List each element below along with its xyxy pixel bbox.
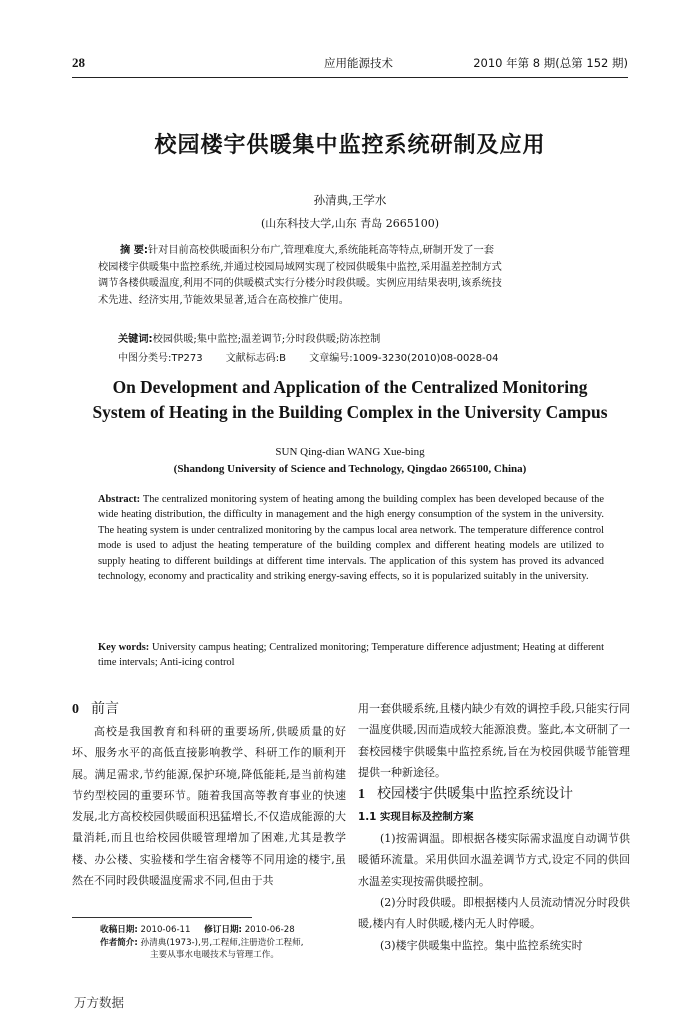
author-bio-cont: 主要从事水电暖技术与管理工作。 <box>150 950 279 961</box>
section-heading <box>358 783 630 806</box>
abstract-english <box>98 492 604 584</box>
page-header <box>72 55 628 75</box>
keywords-english-text: University campus heating; Centralized monitoring; Temperature difference adjustment; Heating at different time intervals; Anti-icing control <box>98 642 604 669</box>
authors-english: SUN Qing-dian WANG Xue-bing <box>275 446 425 458</box>
footnote <box>100 924 350 962</box>
keywords-english <box>98 640 604 671</box>
document-code: 文献标志码:B <box>225 353 287 364</box>
subsection-heading: 1.1 实现目标及控制方案 <box>358 811 474 824</box>
affiliation-english: (Shandong University of Science and Technology, Qingdao 2665100, China) <box>173 463 527 475</box>
author-bio: 孙清典(1973-),男,工程师,注册造价工程师, <box>140 937 304 948</box>
abstract-chinese-line: 术先进、经济实用,节能效果显著,适合在高校推广使用。 <box>98 295 349 307</box>
author-bio-label: 作者简介: <box>100 937 138 948</box>
classification-line <box>118 349 608 364</box>
keywords-chinese-label: 关键词: <box>118 334 153 345</box>
clc-number: 中图分类号:TP273 <box>118 353 203 364</box>
body-paragraph: (3)楼宇供暖集中监控。集中监控系统实时 <box>380 938 583 952</box>
affiliation-chinese: (山东科技大学,山东 青岛 2665100) <box>260 217 440 230</box>
received-label: 收稿日期: <box>100 925 138 935</box>
received-date: 2010-06-11 <box>140 925 191 935</box>
section-number: 0 <box>72 702 79 717</box>
abstract-english-label: Abstract: <box>98 494 141 505</box>
abstract-chinese-line: 校园楼宇供暖集中监控系统,并通过校园局域网实现了校园供暖集中监控,采用温差控制方式 <box>98 261 502 273</box>
footnote-rule <box>72 917 252 918</box>
abstract-english-text: The centralized monitoring system of heating among the building complex has been developed because of the wide heating distribution, the difficulty in management and the high energy consumption of the system in the university. The heating system is under centralized monitoring by the campus local area network. The temperature difference control mode is used to adjust the heating temperature of the building complex and different heating models are utilized to supply heating to different buildings at different time intervals. The application of this system has proved its advanced technology, economy and practicality and striking energy-saving effects, so it is popularized suitably in the university. <box>98 494 604 583</box>
keywords-chinese-text: 校园供暖;集中监控;温差调节;分时段供暖;防冻控制 <box>152 334 381 345</box>
section-number: 1 <box>358 787 365 803</box>
section-title: 前言 <box>91 701 119 717</box>
section-title: 校园楼宇供暖集中监控系统设计 <box>377 786 573 803</box>
body-column-right <box>358 698 630 956</box>
journal-name: 应用能源技术 <box>324 56 393 70</box>
title-chinese: 校园楼宇供暖集中监控系统研制及应用 <box>154 133 546 158</box>
body-paragraph: 用一套供暖系统,且楼内缺少有效的调控手段,只能实行同一温度供暖,因而造成较大能源浪费。鉴此,本文研制了一套校园楼宇供暖集中监控系统,旨在为校园供暖节能管理提供一种新途径。 <box>358 702 630 779</box>
abstract-chinese-label: 摘 要: <box>120 245 148 256</box>
page-number: 28 <box>72 55 85 70</box>
article-number: 文章编号:1009-3230(2010)08-0028-04 <box>309 353 499 364</box>
revised-date: 2010-06-28 <box>244 925 295 935</box>
keywords-chinese <box>118 330 608 345</box>
header-rule <box>72 77 628 78</box>
authors-chinese: 孙清典,王学水 <box>313 193 387 207</box>
title-english <box>72 375 628 425</box>
body-paragraph: 高校是我国教育和科研的重要场所,供暖质量的好坏、服务水平的高低直接影响教学、科研工作的顺利开展。满足需求,节约能源,保护环境,降低能耗,是当前构建节约型校园的重要环节。随着我国高等教育事业的快速发展,北方高校校园供暖面积迅猛增长,不仅造成能源的大量消耗,而且也给校园供暖管理增加了困难,尤其是教学楼、办公楼、实验楼和学生宿舍楼等不同用途的楼宇,虽然在不同时段供暖温度需求不同,但由于共 <box>72 725 346 888</box>
keywords-english-label: Key words: <box>98 642 150 653</box>
title-english-line: System of Heating in the Building Complex in the University Campus <box>92 402 608 422</box>
body-column-left <box>72 698 346 891</box>
body-paragraph: (1)按需调温。即根据各楼实际需求温度自动调节供暖循环流量。采用供回水温差调节方式,设定不同的供回水温差实现按需供暖控制。 <box>358 832 630 888</box>
issue-info: 2010 年第 8 期(总第 152 期) <box>473 56 628 70</box>
abstract-chinese <box>98 243 606 310</box>
watermark: 万方数据 <box>74 995 125 1010</box>
section-heading <box>72 698 346 721</box>
abstract-chinese-line: 调节各楼供暖温度,利用不同的供暖模式实行分楼分时段供暖。实例应用结果表明,该系统技 <box>98 278 502 290</box>
revised-label: 修订日期: <box>204 925 242 935</box>
abstract-chinese-line: 针对目前高校供暖面积分布广,管理难度大,系统能耗高等特点,研制开发了一套 <box>148 245 494 256</box>
title-english-line: On Development and Application of the Centralized Monitoring <box>112 377 588 397</box>
body-paragraph: (2)分时段供暖。即根据楼内人员流动情况分时段供暖,楼内有人时供暖,楼内无人时停暖。 <box>358 896 630 931</box>
